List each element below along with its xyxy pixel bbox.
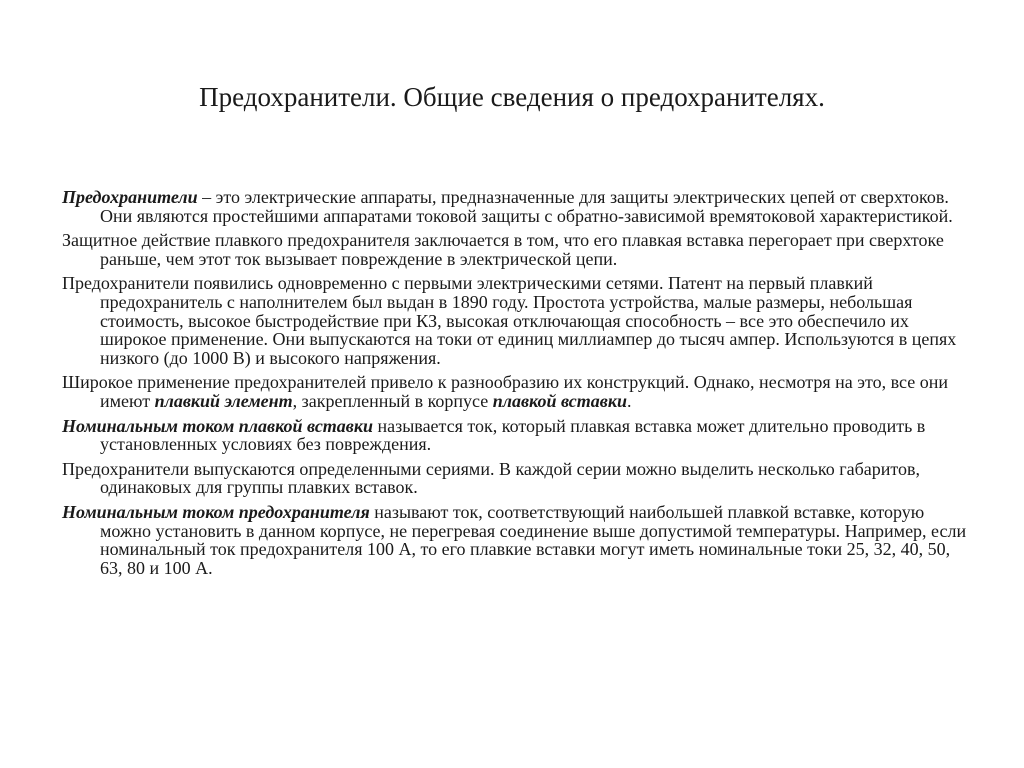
paragraph-protective-action xyxy=(62,231,972,268)
term-fusible-element: плавкий элемент xyxy=(154,390,293,411)
paragraph-text: – это электрические аппараты, предназначенные для защиты электрических цепей от сверхтоков. Они являются простейшими аппаратами токовой защиты с обратно-зависимой времятоковой характеристикой. xyxy=(100,187,953,226)
term-rated-current-fuse: Номинальным током предохранителя xyxy=(62,501,370,522)
paragraph-rated-current-link xyxy=(62,417,972,454)
paragraph-history xyxy=(62,274,972,367)
paragraph-series xyxy=(62,460,972,497)
paragraph-text: Предохранители появились одновременно с первыми электрическими сетями. Патент на первый плавкий предохранитель с наполнителем был выдан в 1890 году. Простота устройства, малые размеры, небольшая стоимость, высокое быстродействие при КЗ, высокая отключающая способность – все это обеспечило их широкое применение. Они выпускаются на токи от единиц миллиампер до тысяч ампер. Используются в цепях низкого (до 1000 В) и высокого напряжения. xyxy=(62,273,957,368)
paragraph-text: называется ток, который плавкая вставка может длительно проводить в установленных условиях без повреждения. xyxy=(100,415,926,455)
paragraph-text: Широкое применение предохранителей привело к разнообразию их конструкций. Однако, несмотря на это, все они имеют xyxy=(62,372,948,411)
paragraph-definition xyxy=(62,188,972,225)
paragraph-construction xyxy=(62,373,972,410)
paragraph-text: . xyxy=(626,390,632,411)
term-fuses: Предохранители xyxy=(62,187,198,207)
page-title: Предохранители. Общие сведения о предохранителях. xyxy=(199,82,825,112)
paragraph-text: называют ток, соответствующий наибольшей плавкой вставке, которую можно установить в данном корпусе, не перегревая соединение выше допустимой температуры. Например, если номинальный ток предохранителя 100 А, то его плавкие вставки могут иметь номинальные токи 25, 32, 40, 50, 63, 80 и 100 А. xyxy=(100,501,967,578)
paragraph-rated-current-fuse xyxy=(62,503,972,577)
slide-body xyxy=(62,188,972,583)
term-rated-current-link: Номинальным током плавкой вставки xyxy=(62,415,373,436)
paragraph-text: Предохранители выпускаются определенными сериями. В каждой серии можно выделить несколько габаритов, одинаковых для группы плавких вставок. xyxy=(62,458,921,498)
term-fuse-link: плавкой вставки xyxy=(492,390,627,411)
paragraph-text: , закрепленный в корпусе xyxy=(292,390,493,411)
paragraph-text: Защитное действие плавкого предохранителя заключается в том, что его плавкая вставка перегорает при сверхтоке раньше, чем этот ток вызывает повреждение в электрической цепи. xyxy=(62,230,944,269)
